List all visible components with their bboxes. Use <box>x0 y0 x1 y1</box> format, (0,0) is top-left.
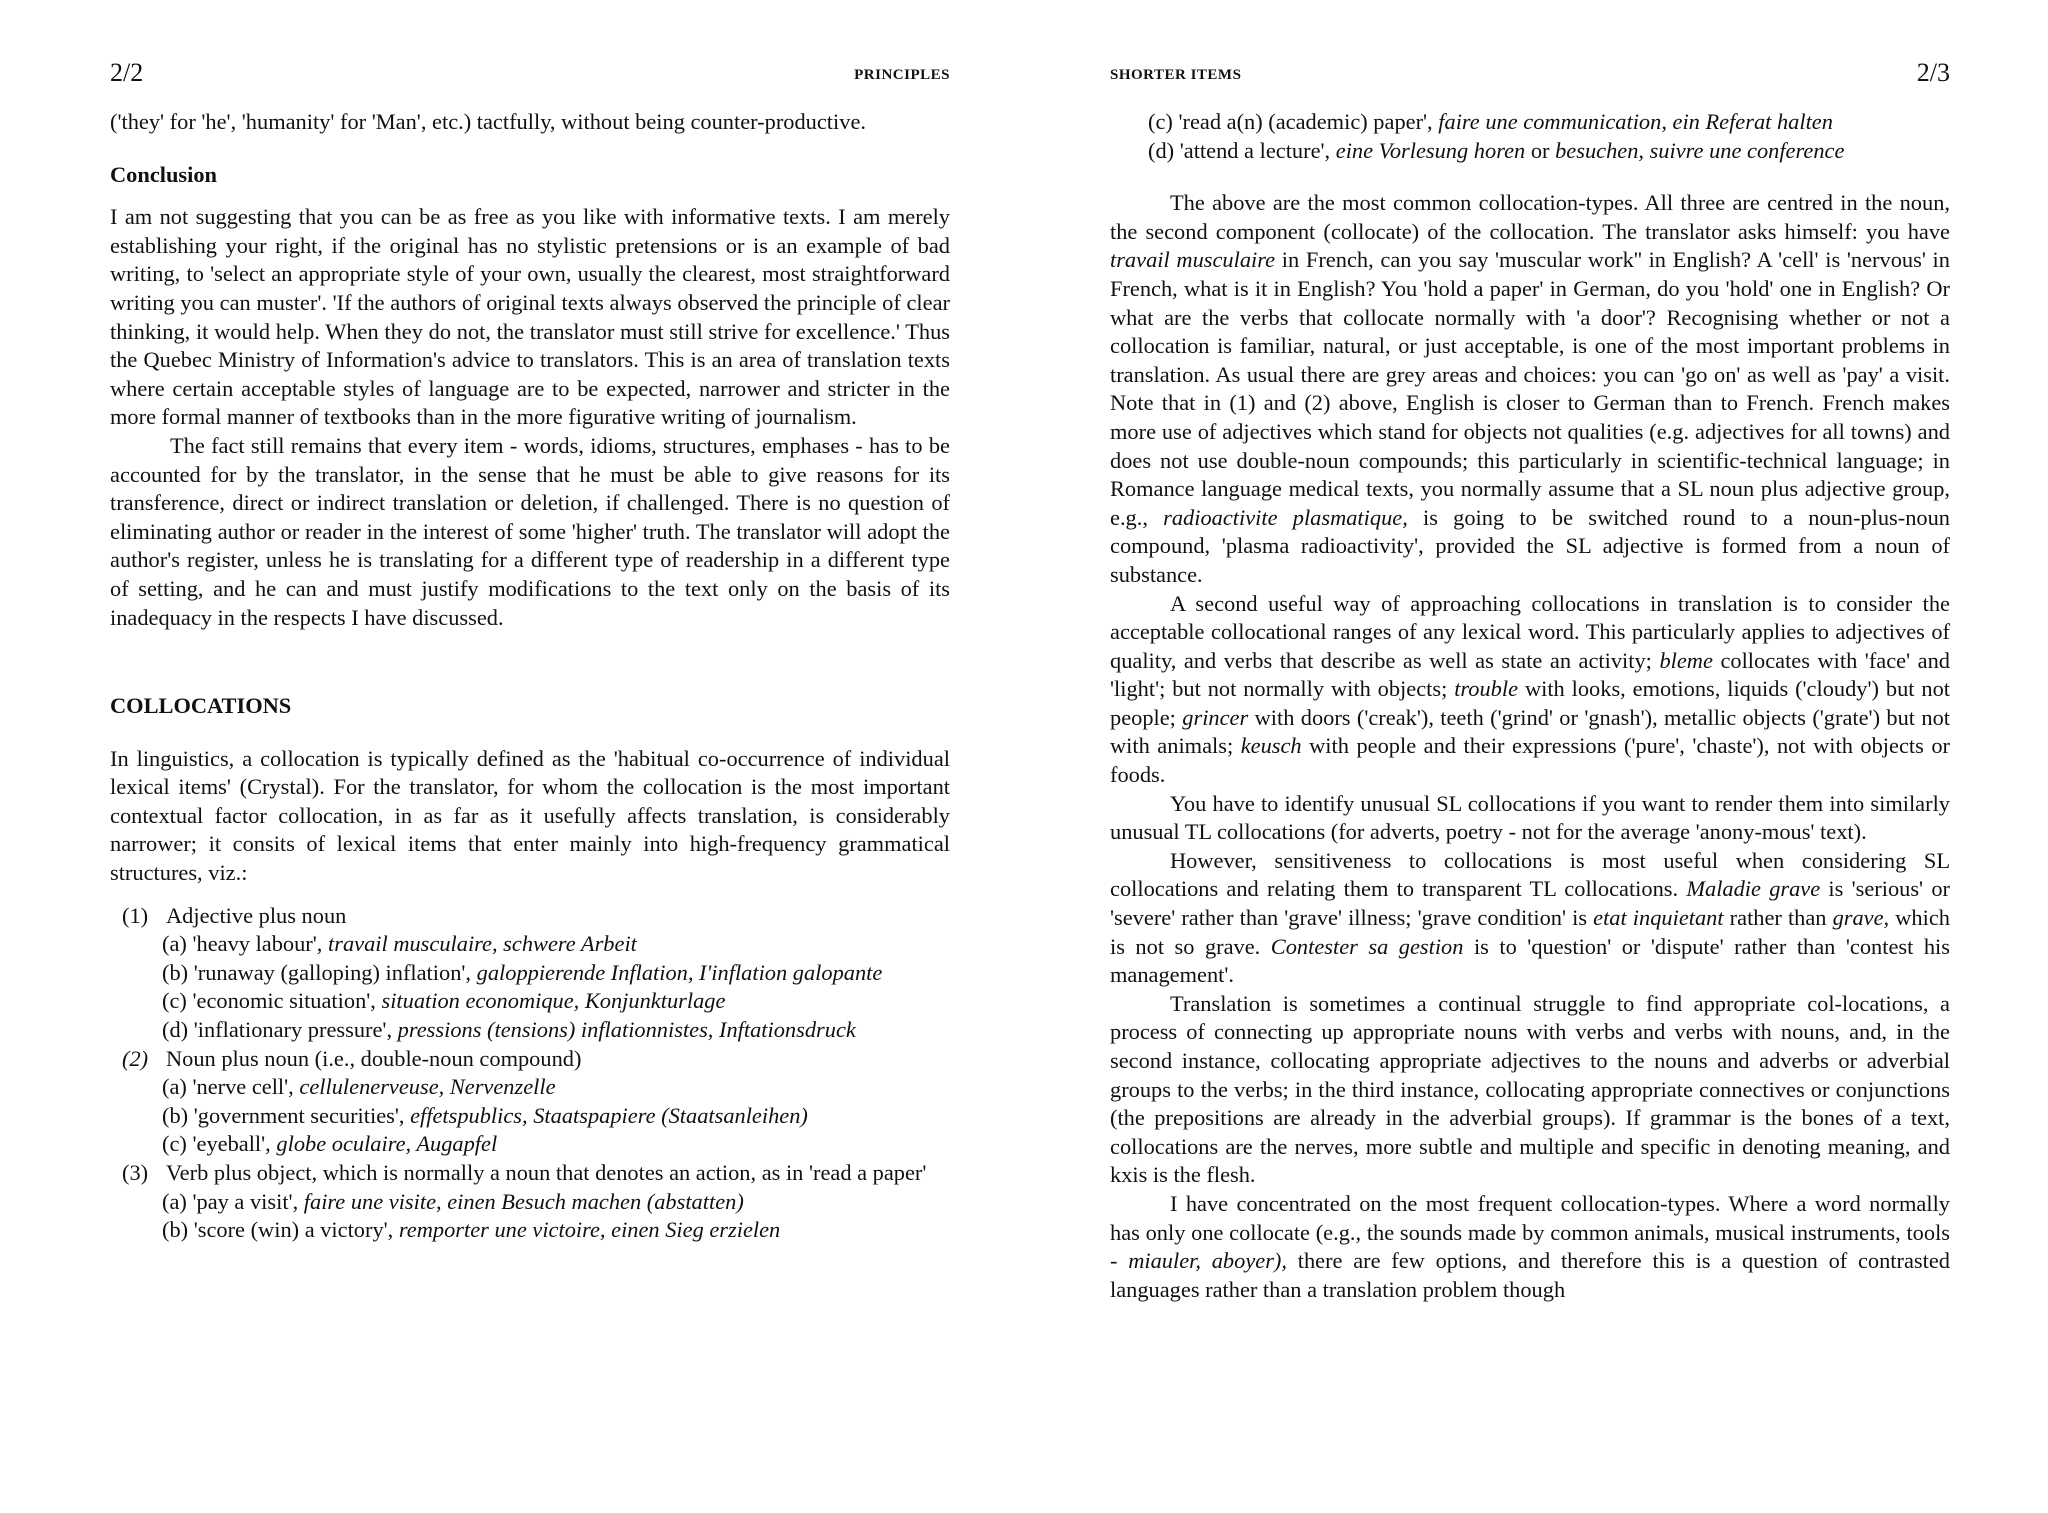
subitem-letter: (b) <box>162 1217 189 1243</box>
list-number: (2) <box>122 1045 149 1071</box>
subitem-letter: (d) <box>162 1017 189 1043</box>
page-number: 2/3 <box>1916 58 1950 87</box>
subitem-letter: (c) <box>162 988 187 1014</box>
italic-term: etat inquietant <box>1593 905 1724 931</box>
text-run: rather than <box>1729 905 1827 931</box>
italic-term: bleme <box>1659 647 1713 673</box>
subitem-letter: (d) <box>1148 137 1175 163</box>
page-number: 2/2 <box>110 58 144 87</box>
list-subitem <box>110 1188 950 1217</box>
list-label: Adjective plus noun <box>166 902 347 928</box>
subitem-english: 'economic situation', <box>192 988 376 1014</box>
text-run: However, sensitiveness to collocations is most useful when considering SL collocations and relating them to transparent TL collocations. <box>1110 847 1950 902</box>
subitem-translation-2: besuchen, suivre une conference <box>1555 137 1845 163</box>
conclusion-heading: Conclusion <box>110 161 218 187</box>
list-subitem <box>110 1216 950 1245</box>
subitem-english: 'heavy labour', <box>192 931 323 957</box>
subitem-english: 'read a(n) (academic) paper', <box>1178 109 1433 134</box>
opening-paragraph: ('they' for 'he', 'humanity' for 'Man', etc.) tactfully, without being counter-productive. <box>110 109 866 134</box>
list-label: Noun plus noun (i.e., double-noun compound) <box>166 1045 582 1071</box>
collocations-heading: COLLOCATIONS <box>110 693 292 719</box>
body-paragraph-3: You have to identify unusual SL collocations if you want to render them into similarly unusual TL collocations (for adverts, poetry - not for the average 'anony-mous' text). <box>1110 790 1950 845</box>
list-subitem <box>110 1073 950 1102</box>
italic-term: Contester sa gestion <box>1270 933 1464 959</box>
right-page <box>1110 0 1950 1513</box>
text-run: collocates with 'face' and 'light'; but not normally with objects; <box>1110 647 1950 702</box>
subitem-letter: (a) <box>162 1074 187 1100</box>
conclusion-paragraph-2: The fact still remains that every item - words, idioms, structures, emphases - has to be accounted for by the translator, in the sense that he must be able to give reasons for its transference, direct or indirect translation or deletion, if challenged. There is no question of eliminating author or reader in the interest of some 'higher' truth. The translator will adopt the author's register, unless he is translating for a different type of readership in a different type of setting, and he can and must justify modifications to the text only on the basis of its inadequacy in the respects I have discussed. <box>110 432 950 630</box>
body-paragraph-5: Translation is sometimes a continual struggle to find appropriate col-locations, a process of connecting up appropriate nouns with verbs and verbs with nouns, and, in the second instance, collocating appropriate adjectives to the nouns and adverbs or adverbial groups to the verbs; in the third instance, collocating appropriate connectives or conjunctions (the prepositions are already in the adverbial groups). If grammar is the bones of a text, collocations are the nerves, more subtle and multiple and specific in denoting meaning, and kxis is the flesh. <box>1110 990 1950 1188</box>
list-subitem <box>110 930 950 959</box>
list-item <box>110 1045 950 1074</box>
subitem-english: 'inflationary pressure', <box>193 1017 393 1043</box>
running-title: SHORTER ITEMS <box>1110 67 1242 83</box>
running-head <box>110 58 950 108</box>
list-item <box>110 1159 950 1188</box>
running-head <box>1110 58 1950 108</box>
list-number: (3) <box>122 1160 149 1185</box>
italic-term: radioactivite plasmatique, <box>1163 504 1408 530</box>
italic-term: grave, <box>1832 905 1890 931</box>
collocations-paragraph: In linguistics, a collocation is typically defined as the 'habitual co-occurrence of individual lexical items' (Crystal). For the translator, for whom the collocation is the most important contextual factor collocation, in as far as it usefully affects translation, is considerably narrower; it consits of lexical items that enter mainly into high-frequency grammatical structures, viz.: <box>110 745 950 886</box>
text-run: in French, can you say 'muscular work'' in English? A 'cell' is 'nervous' in French, what is it in English? You 'hold a paper' in German, do you 'hold' one in English? Or what are the verbs that collocate normally with 'a door'? Recognising whether or not a collocation is familiar, natural, or just acceptable, is one of the most important problems in translation. As usual there are grey areas and choices: you can 'go on' as well as 'pay' a visit. Note that in (1) and (2) above, English is closer to German than to French. French makes more use of adjectives which stand for objects not qualities (e.g. adjectives for all towns) and does not use double-noun compounds; this particularly in scientific-technical language; in Romance language medical texts, you normally assume that a SL noun plus adjective group, e.g., <box>1110 247 1950 530</box>
subitem-english: 'nerve cell', <box>192 1074 294 1100</box>
collocation-type-list <box>110 902 950 1245</box>
body-paragraph-4 <box>1110 847 1950 990</box>
subitem-english: 'eyeball', <box>192 1131 271 1157</box>
subitem-translation: remporter une victoire, einen Sieg erzielen <box>398 1217 781 1243</box>
subitem-translation: effetspublics, Staatspapiere (Staatsanleihen) <box>410 1102 808 1128</box>
italic-term: trouble <box>1454 676 1519 702</box>
text-run: A second useful way of approaching collocations in translation is to consider the acceptable collocational ranges of any lexical word. This particularly applies to adjectives of quality, and verbs that describe as well as state an activity; <box>1110 590 1950 673</box>
list-item <box>110 902 950 931</box>
text-run: The above are the most common collocation-types. All three are centred in the noun, the second component (collocate) of the collocation. The translator asks himself: you have <box>1110 190 1950 244</box>
italic-term: miauler, aboyer), <box>1128 1248 1287 1274</box>
body-paragraph-6 <box>1110 1190 1950 1304</box>
subitem-letter: (a) <box>162 931 187 957</box>
text-run: with looks, emotions, liquids ('cloudy') but not people; <box>1110 676 1950 730</box>
subitem-translation: eine Vorlesung horen <box>1335 137 1526 163</box>
text-run: which is not so grave. <box>1110 905 1950 959</box>
subitem-letter: (a) <box>162 1188 187 1214</box>
subitem-translation: travail musculaire, schwere Arbeit <box>328 931 637 957</box>
list-label: Verb plus object, which is normally a noun that denotes an action, as in 'read a paper' <box>166 1160 927 1185</box>
list-subitem <box>110 1102 950 1131</box>
subitem-translation: cellulenerveuse, Nervenzelle <box>299 1074 556 1100</box>
collocation-list-continued <box>1110 108 1950 165</box>
subitem-letter: (c) <box>1148 109 1173 134</box>
subitem-connector: or <box>1530 137 1550 163</box>
text-run: is to 'question' or 'dispute' rather than 'contest his management'. <box>1110 933 1950 988</box>
italic-term: keusch <box>1240 733 1302 759</box>
subitem-translation: situation economique, Konjunkturlage <box>381 988 726 1014</box>
text-run: there are few options, and therefore this is a question of contrasted languages rather than a translation problem though <box>1110 1248 1950 1302</box>
list-subitem <box>110 1016 950 1045</box>
left-page <box>110 0 950 1513</box>
subitem-letter: (b) <box>162 1102 189 1128</box>
list-subitem <box>1110 137 1950 166</box>
text-run: with people and their expressions ('pure', 'chaste'), not with objects or foods. <box>1110 733 1950 788</box>
italic-term: Maladie grave <box>1686 876 1821 902</box>
running-title: PRINCIPLES <box>854 67 950 83</box>
conclusion-paragraph-1: I am not suggesting that you can be as free as you like with informative texts. I am merely establishing your right, if the original has no stylistic pretensions or is an example of bad writing, to 'select an appropriate style of your own, usually the clearest, most straightforward writing you can muster'. 'If the authors of original texts always observed the principle of clear thinking, it would help. When they do not, the translator must still strive for excellence.' Thus the Quebec Ministry of Information's advice to translators. This is an area of translation texts where certain acceptable styles of language are to be expected, narrower and stricter in the more formal manner of textbooks than in the more figurative writing of journalism. <box>110 204 950 430</box>
text-run: is 'serious' or 'severe' rather than 'grave' illness; 'grave condition' is <box>1110 876 1950 931</box>
text-run: is going to be switched round to a noun-plus-noun compound, 'plasma radioactivity', provided the SL adjective is formed from a noun of substance. <box>1110 504 1950 587</box>
list-subitem <box>110 987 950 1016</box>
italic-term: grincer <box>1182 704 1249 730</box>
subitem-translation: faire une communication, ein Referat halten <box>1438 109 1833 134</box>
subitem-translation: faire une visite, einen Besuch machen (abstatten) <box>303 1188 744 1214</box>
list-number: (1) <box>122 902 149 928</box>
text-run: with doors ('creak'), teeth ('grind' or 'gnash'), metallic objects ('grate') but not with animals; <box>1110 704 1950 759</box>
subitem-translation: galoppierende Inflation, I'inflation galopante <box>476 959 883 985</box>
subitem-letter: (c) <box>162 1131 187 1157</box>
subitem-translation: pressions (tensions) inflationnistes, Inftationsdruck <box>397 1017 856 1043</box>
text-run: I have concentrated on the most frequent collocation-types. Where a word normally has only one collocate (e.g., the sounds made by common animals, musical instruments, tools - <box>1110 1190 1950 1274</box>
subitem-english: 'attend a lecture', <box>1179 137 1331 163</box>
subitem-english: 'government securities', <box>193 1102 405 1128</box>
body-paragraph-2 <box>1110 590 1950 790</box>
subitem-letter: (b) <box>162 959 189 985</box>
italic-term: travail musculaire <box>1110 247 1276 273</box>
subitem-english: 'pay a visit', <box>192 1188 299 1214</box>
list-subitem <box>110 1130 950 1159</box>
list-subitem <box>110 959 950 988</box>
subitem-english: 'runaway (galloping) inflation', <box>193 959 472 985</box>
subitem-translation: globe oculaire, Augapfel <box>276 1131 498 1157</box>
list-subitem <box>1110 108 1950 137</box>
subitem-english: 'score (win) a victory', <box>193 1217 394 1243</box>
body-paragraph-1 <box>1110 189 1950 589</box>
